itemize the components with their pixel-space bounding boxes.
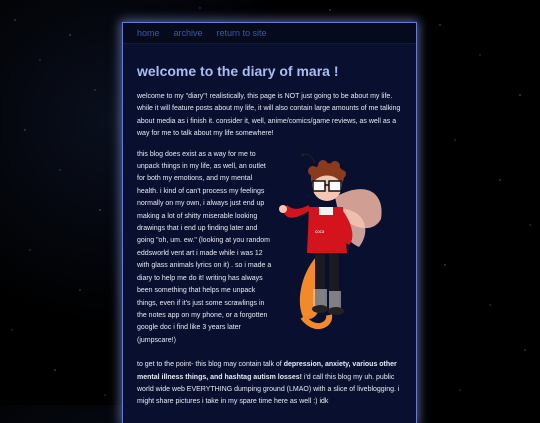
svg-text:coca: coca <box>315 228 325 234</box>
closing-paragraph <box>137 359 404 409</box>
intro-paragraph: welcome to my "diary"! realistically, this page is NOT just going to be about my life. while it will feature posts about my life, it will also contain large amounts of me talking about media as i finish it. consider it, well, anime/comics/game reviews, as well as a way for me to talk about my life somewhere! <box>137 93 401 138</box>
nav-home-link[interactable]: home <box>137 28 160 38</box>
body-with-illustration <box>137 149 404 348</box>
body-paragraph: this blog does exist as a way for me to unpack things in my life, as well, an outlet for both my emotions, and my mental health. i kind of can't process my feelings normally on my own, i always just end up making a lot of shitty miserable looking drawings that i end up finding later and going "oh, um. ew." (looking at you random eddsworld vent art i made while i was 12 with glass animals lyrics on it) . so i made a diary to help me do it! writing has always been something that helps me unpack things, even if it's just some scrawlings in the notes app on my phone, or a forgotten google doc i find like 3 years later (jumpscare!) <box>137 150 272 344</box>
diary-page <box>123 23 416 423</box>
character-illustration <box>273 149 393 339</box>
top-nav <box>123 23 416 44</box>
nav-archive-link[interactable]: archive <box>173 28 203 38</box>
page-title: welcome to the diary of mara ! <box>137 63 339 79</box>
page-content <box>123 63 416 409</box>
closing-tail: i'd call this blog my uh. public world wide web EVERYTHING dumping ground (LMAO) with a slice of liveblogging. i might share pictures i take in my spare time here as well :) idk <box>137 373 400 406</box>
nav-return-link[interactable]: return to site <box>216 28 267 38</box>
closing-lead: to get to the point- this blog may contain talk of <box>137 361 284 369</box>
content-warning-bold: depression, anxiety, various other mental illness things, and hashtag autism losses! <box>137 361 397 381</box>
